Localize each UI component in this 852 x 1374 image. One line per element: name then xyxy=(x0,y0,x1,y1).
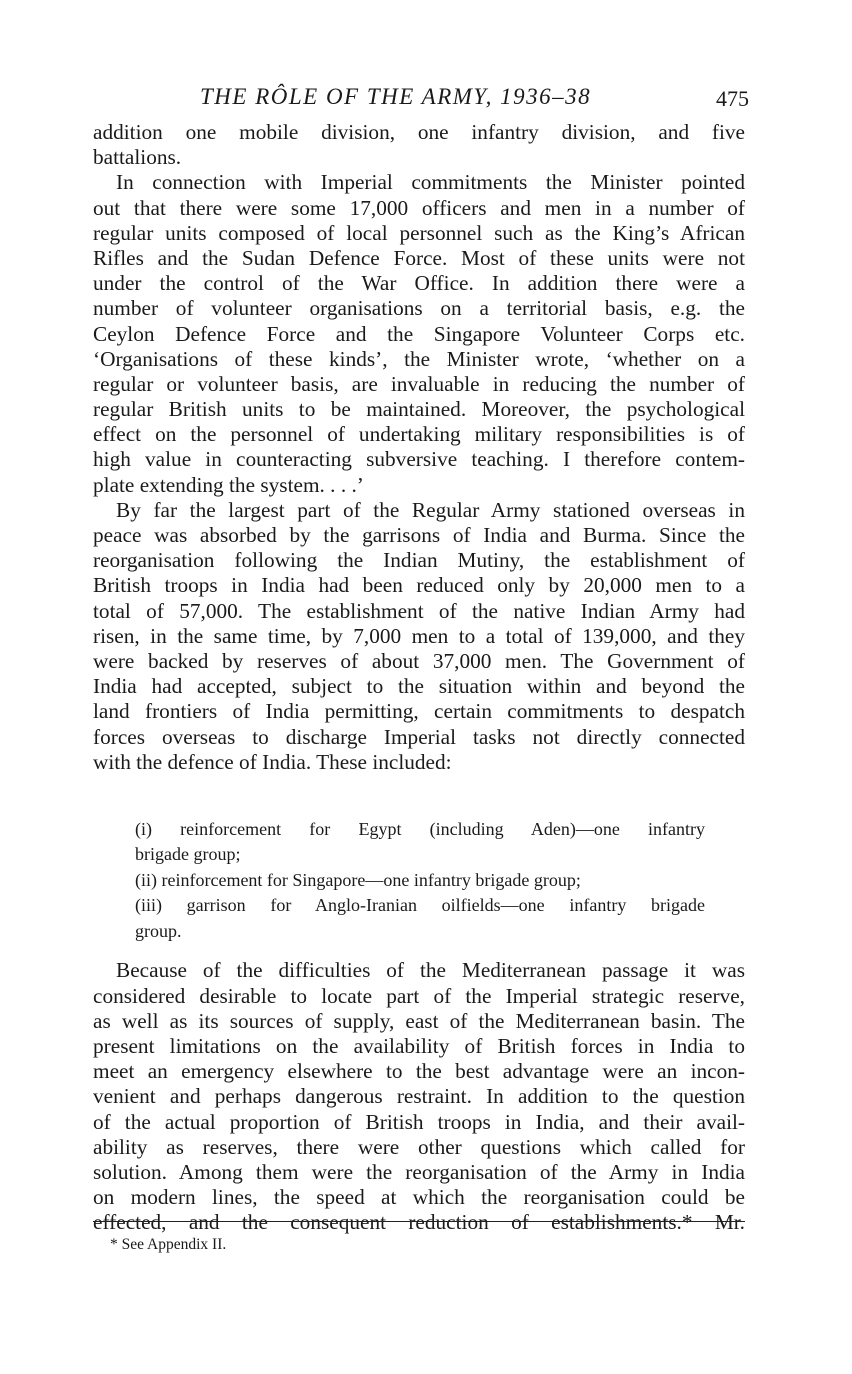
text-line: venient and perhaps dangerous restraint. In addition to the question xyxy=(93,1084,745,1109)
text-line: plate extending the system. . . .’ xyxy=(93,472,364,497)
paragraph xyxy=(93,498,745,775)
text-line: Rifles and the Sudan Defence Force. Most of these units were not xyxy=(93,245,745,270)
text-line: regular units composed of local personnel such as the King’s African xyxy=(93,220,745,245)
text-line: regular or volunteer basis, are invaluable in reducing the number of xyxy=(93,371,745,396)
list-item xyxy=(135,893,705,944)
list-item-line: (iii) garrison for Anglo-Iranian oilfields—one infantry brigade xyxy=(135,895,705,916)
text-line: effect on the personnel of undertaking military responsibilities is of xyxy=(93,422,745,447)
paragraphs-after-list xyxy=(93,958,745,1235)
text-line: of the actual proportion of British troops in India, and their avail- xyxy=(93,1109,745,1134)
footnote: * See Appendix II. xyxy=(110,1236,227,1253)
list-item-line: group. xyxy=(135,920,182,941)
text-line: as well as its sources of supply, east of the Mediterranean basin. The xyxy=(93,1008,745,1033)
paragraph xyxy=(93,170,745,497)
list-item-line: brigade group; xyxy=(135,844,241,865)
text-line: peace was absorbed by the garrisons of India and Burma. Since the xyxy=(93,523,745,547)
text-line: regular British units to be maintained. Moreover, the psychological xyxy=(93,397,745,422)
running-header xyxy=(93,84,749,114)
page-number: 475 xyxy=(716,86,749,111)
text-line: with the defence of India. These included: xyxy=(93,749,452,774)
list-item xyxy=(135,817,705,868)
text-line: effected, and the consequent reduction of establishments.* Mr. xyxy=(93,1210,745,1235)
text-line: battalions. xyxy=(93,145,182,170)
list-item-line: (ii) reinforcement for Singapore—one infantry brigade group; xyxy=(135,869,581,890)
text-line: under the control of the War Office. In addition there were a xyxy=(93,271,745,296)
page-body xyxy=(93,120,745,1235)
text-line: India had accepted, subject to the situation within and beyond the xyxy=(93,674,745,699)
text-line: solution. Among them were the reorganisation of the Army in India xyxy=(93,1159,745,1184)
paragraphs-before-list xyxy=(93,120,745,775)
text-line: By far the largest part of the Regular Army stationed overseas in xyxy=(116,497,745,522)
text-line: number of volunteer organisations on a territorial basis, e.g. the xyxy=(93,296,745,321)
text-line: addition one mobile division, one infantry division, and five xyxy=(93,120,745,144)
paragraph xyxy=(93,958,745,1235)
text-line: British troops in India had been reduced only by 20,000 men to a xyxy=(93,573,745,598)
commitments-list xyxy=(93,817,705,945)
list-item xyxy=(135,868,705,894)
running-title: THE RÔLE OF THE ARMY, 1936–38 xyxy=(200,84,592,109)
text-line: ‘Organisations of these kinds’, the Minister wrote, ‘whether on a xyxy=(93,346,745,371)
footnote-rule xyxy=(93,1221,745,1222)
paragraph xyxy=(93,120,745,170)
text-line: reorganisation following the Indian Mutiny, the establishment of xyxy=(93,548,745,573)
text-line: meet an emergency elsewhere to the best advantage were an incon- xyxy=(93,1059,745,1084)
text-line: total of 57,000. The establishment of the native Indian Army had xyxy=(93,598,745,623)
text-line: Ceylon Defence Force and the Singapore Volunteer Corps etc. xyxy=(93,321,745,346)
text-line: ability as reserves, there were other questions which called for xyxy=(93,1134,745,1159)
text-line: present limitations on the availability of British forces in India to xyxy=(93,1033,745,1058)
text-line: out that there were some 17,000 officers and men in a number of xyxy=(93,195,745,220)
text-line: risen, in the same time, by 7,000 men to a total of 139,000, and they xyxy=(93,623,745,648)
text-line: Because of the difficulties of the Mediterranean passage it was xyxy=(116,958,745,983)
text-line: were backed by reserves of about 37,000 men. The Government of xyxy=(93,648,745,673)
text-line: forces overseas to discharge Imperial tasks not directly connected xyxy=(93,724,745,749)
text-line: on modern lines, the speed at which the reorganisation could be xyxy=(93,1185,745,1210)
text-line: high value in counteracting subversive teaching. I therefore contem- xyxy=(93,447,745,472)
list-item-line: (i) reinforcement for Egypt (including Aden)—one infantry xyxy=(135,818,705,839)
text-line: land frontiers of India permitting, certain commitments to despatch xyxy=(93,699,745,724)
text-line: considered desirable to locate part of the Imperial strategic reserve, xyxy=(93,983,745,1008)
text-line: In connection with Imperial commitments the Minister pointed xyxy=(116,170,745,195)
